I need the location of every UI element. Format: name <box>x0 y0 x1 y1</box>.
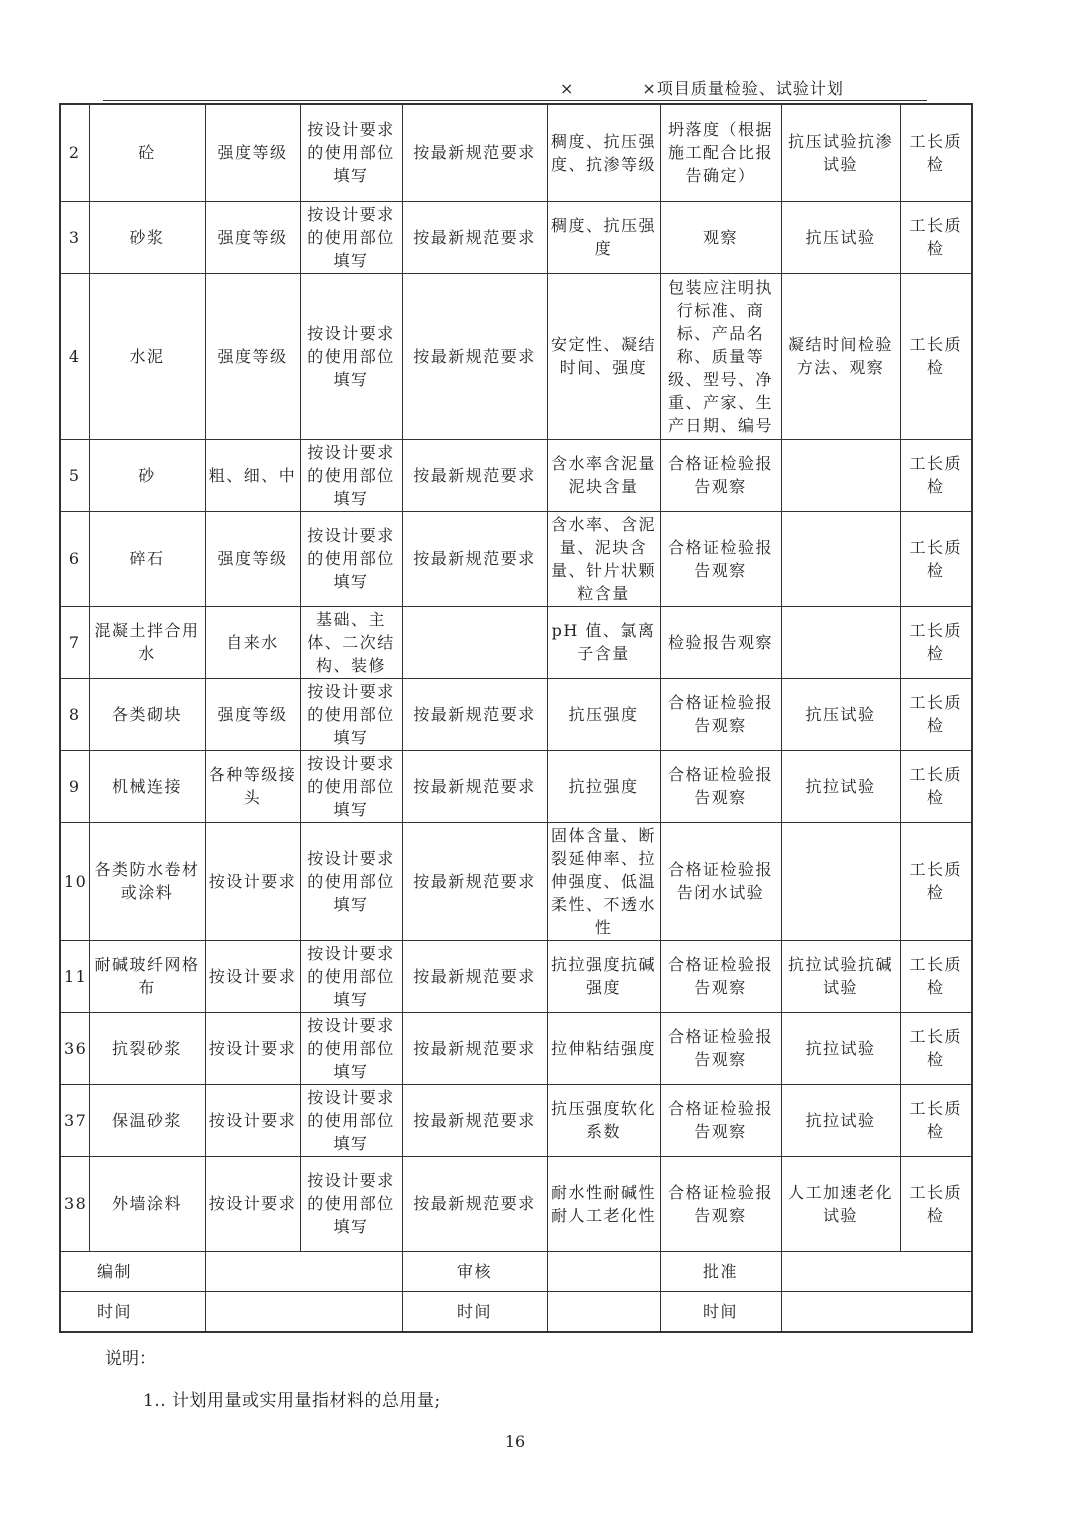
row-number: 36 <box>60 1012 89 1084</box>
inspection-method: 合格证检验报告观察 <box>660 1012 781 1084</box>
usage-location: 按设计要求的使用部位填写 <box>300 439 402 511</box>
table-row <box>60 511 972 606</box>
responsible-person: 工长质检 <box>900 104 972 201</box>
table-row <box>60 201 972 273</box>
quantity-requirement: 按最新规范要求 <box>402 201 547 273</box>
row-number: 9 <box>60 750 89 822</box>
grade-spec: 自来水 <box>205 606 300 678</box>
responsible-person: 工长质检 <box>900 201 972 273</box>
row-number: 7 <box>60 606 89 678</box>
inspection-items: 耐水性耐碱性耐人工老化性 <box>547 1156 660 1251</box>
quantity-requirement: 按最新规范要求 <box>402 678 547 750</box>
quantity-requirement: 按最新规范要求 <box>402 822 547 940</box>
responsible-person: 工长质检 <box>900 1084 972 1156</box>
signature-block <box>60 1251 972 1332</box>
inspection-items: 含水率含泥量泥块含量 <box>547 439 660 511</box>
compile-value <box>205 1251 402 1291</box>
inspection-items: 拉伸粘结强度 <box>547 1012 660 1084</box>
material-name: 砂浆 <box>89 201 205 273</box>
inspection-items: 稠度、抗压强度 <box>547 201 660 273</box>
usage-location: 按设计要求的使用部位填写 <box>300 940 402 1012</box>
test-type: 抗拉试验 <box>781 750 900 822</box>
header-rule <box>103 100 927 101</box>
quantity-requirement: 按最新规范要求 <box>402 104 547 201</box>
approve-time-value <box>781 1291 972 1332</box>
review-value <box>547 1251 660 1291</box>
table-row <box>60 1012 972 1084</box>
quantity-requirement: 按最新规范要求 <box>402 273 547 439</box>
inspection-method: 合格证检验报告观察 <box>660 1084 781 1156</box>
inspection-method: 检验报告观察 <box>660 606 781 678</box>
compile-label: 编制 <box>60 1251 205 1291</box>
grade-spec: 按设计要求 <box>205 822 300 940</box>
notes-title: 说明： <box>105 1349 156 1369</box>
material-name: 耐碱玻纤网格布 <box>89 940 205 1012</box>
table-row <box>60 678 972 750</box>
grade-spec: 强度等级 <box>205 511 300 606</box>
compile-time-value <box>205 1291 402 1332</box>
grade-spec: 按设计要求 <box>205 1156 300 1251</box>
test-type <box>781 822 900 940</box>
notes-item-1: 1.. 计划用量或实用量指材料的总用量; <box>143 1391 441 1411</box>
row-number: 10 <box>60 822 89 940</box>
inspection-method: 观察 <box>660 201 781 273</box>
inspection-items: 稠度、抗压强度、抗渗等级 <box>547 104 660 201</box>
quantity-requirement: 按最新规范要求 <box>402 511 547 606</box>
quantity-requirement: 按最新规范要求 <box>402 1156 547 1251</box>
test-type: 人工加速老化试验 <box>781 1156 900 1251</box>
signature-row-2 <box>60 1291 972 1332</box>
responsible-person: 工长质检 <box>900 1012 972 1084</box>
approve-label: 批准 <box>660 1251 781 1291</box>
responsible-person: 工长质检 <box>900 678 972 750</box>
inspection-method: 包装应注明执行标准、商标、产品名称、质量等级、型号、净重、产家、生产日期、编号 <box>660 273 781 439</box>
usage-location: 按设计要求的使用部位填写 <box>300 1084 402 1156</box>
grade-spec: 按设计要求 <box>205 940 300 1012</box>
inspection-method: 合格证检验报告观察 <box>660 940 781 1012</box>
quantity-requirement <box>402 606 547 678</box>
material-name: 外墙涂料 <box>89 1156 205 1251</box>
material-name: 各类防水卷材或涂料 <box>89 822 205 940</box>
inspection-plan-table <box>59 103 973 1333</box>
quantity-requirement: 按最新规范要求 <box>402 940 547 1012</box>
usage-location: 按设计要求的使用部位填写 <box>300 273 402 439</box>
material-name: 碎石 <box>89 511 205 606</box>
test-type: 抗压试验 <box>781 201 900 273</box>
inspection-method: 合格证检验报告观察 <box>660 678 781 750</box>
review-time-label: 时间 <box>402 1291 547 1332</box>
inspection-method: 合格证检验报告观察 <box>660 1156 781 1251</box>
material-name: 砂 <box>89 439 205 511</box>
test-type <box>781 606 900 678</box>
row-number: 11 <box>60 940 89 1012</box>
row-number: 2 <box>60 104 89 201</box>
row-number: 8 <box>60 678 89 750</box>
inspection-items: pH 值、氯离子含量 <box>547 606 660 678</box>
table-row <box>60 822 972 940</box>
grade-spec: 强度等级 <box>205 201 300 273</box>
responsible-person: 工长质检 <box>900 940 972 1012</box>
material-name: 砼 <box>89 104 205 201</box>
usage-location: 按设计要求的使用部位填写 <box>300 1156 402 1251</box>
inspection-items: 安定性、凝结时间、强度 <box>547 273 660 439</box>
inspection-method: 合格证检验报告观察 <box>660 511 781 606</box>
usage-location: 按设计要求的使用部位填写 <box>300 678 402 750</box>
quantity-requirement: 按最新规范要求 <box>402 1012 547 1084</box>
test-type: 抗拉试验抗碱试验 <box>781 940 900 1012</box>
grade-spec: 强度等级 <box>205 678 300 750</box>
responsible-person: 工长质检 <box>900 606 972 678</box>
material-name: 抗裂砂浆 <box>89 1012 205 1084</box>
usage-location: 按设计要求的使用部位填写 <box>300 201 402 273</box>
test-type <box>781 439 900 511</box>
review-time-value <box>547 1291 660 1332</box>
review-label: 审核 <box>402 1251 547 1291</box>
grade-spec: 按设计要求 <box>205 1084 300 1156</box>
usage-location: 按设计要求的使用部位填写 <box>300 104 402 201</box>
inspection-method: 合格证检验报告观察 <box>660 439 781 511</box>
test-type: 抗拉试验 <box>781 1084 900 1156</box>
table-row <box>60 273 972 439</box>
inspection-method: 合格证检验报告观察 <box>660 750 781 822</box>
table-body <box>60 104 972 1251</box>
inspection-method: 合格证检验报告闭水试验 <box>660 822 781 940</box>
grade-spec: 强度等级 <box>205 104 300 201</box>
page-number: 16 <box>504 1432 526 1451</box>
inspection-items: 抗压强度 <box>547 678 660 750</box>
material-name: 机械连接 <box>89 750 205 822</box>
inspection-items: 抗拉强度抗碱强度 <box>547 940 660 1012</box>
responsible-person: 工长质检 <box>900 750 972 822</box>
table-row <box>60 1156 972 1251</box>
row-number: 4 <box>60 273 89 439</box>
approve-time-label: 时间 <box>660 1291 781 1332</box>
test-type: 凝结时间检验方法、观察 <box>781 273 900 439</box>
usage-location: 按设计要求的使用部位填写 <box>300 822 402 940</box>
row-number: 3 <box>60 201 89 273</box>
quantity-requirement: 按最新规范要求 <box>402 439 547 511</box>
responsible-person: 工长质检 <box>900 822 972 940</box>
material-name: 保温砂浆 <box>89 1084 205 1156</box>
material-name: 水泥 <box>89 273 205 439</box>
responsible-person: 工长质检 <box>900 273 972 439</box>
responsible-person: 工长质检 <box>900 439 972 511</box>
grade-spec: 强度等级 <box>205 273 300 439</box>
table-row <box>60 940 972 1012</box>
inspection-items: 抗拉强度 <box>547 750 660 822</box>
test-type: 抗拉试验 <box>781 1012 900 1084</box>
quantity-requirement: 按最新规范要求 <box>402 750 547 822</box>
responsible-person: 工长质检 <box>900 1156 972 1251</box>
row-number: 38 <box>60 1156 89 1251</box>
row-number: 5 <box>60 439 89 511</box>
row-number: 6 <box>60 511 89 606</box>
table-row <box>60 104 972 201</box>
inspection-items: 含水率、含泥量、泥块含量、针片状颗粒含量 <box>547 511 660 606</box>
table-row <box>60 606 972 678</box>
usage-location: 按设计要求的使用部位填写 <box>300 1012 402 1084</box>
test-type: 抗压试验 <box>781 678 900 750</box>
usage-location: 基础、主体、二次结构、装修 <box>300 606 402 678</box>
grade-spec: 粗、细、中 <box>205 439 300 511</box>
grade-spec: 按设计要求 <box>205 1012 300 1084</box>
inspection-method: 坍落度（根据施工配合比报告确定） <box>660 104 781 201</box>
document-header-title: × ×项目质量检验、试验计划 <box>560 79 844 98</box>
grade-spec: 各种等级接头 <box>205 750 300 822</box>
test-type <box>781 511 900 606</box>
usage-location: 按设计要求的使用部位填写 <box>300 750 402 822</box>
material-name: 各类砌块 <box>89 678 205 750</box>
test-type: 抗压试验抗渗试验 <box>781 104 900 201</box>
approve-value <box>781 1251 972 1291</box>
table-row <box>60 439 972 511</box>
usage-location: 按设计要求的使用部位填写 <box>300 511 402 606</box>
table-row <box>60 750 972 822</box>
inspection-items: 固体含量、断裂延伸率、拉伸强度、低温柔性、不透水性 <box>547 822 660 940</box>
material-name: 混凝土拌合用水 <box>89 606 205 678</box>
quantity-requirement: 按最新规范要求 <box>402 1084 547 1156</box>
responsible-person: 工长质检 <box>900 511 972 606</box>
inspection-items: 抗压强度软化系数 <box>547 1084 660 1156</box>
table-row <box>60 1084 972 1156</box>
row-number: 37 <box>60 1084 89 1156</box>
compile-time-label: 时间 <box>60 1291 205 1332</box>
signature-row-1 <box>60 1251 972 1291</box>
